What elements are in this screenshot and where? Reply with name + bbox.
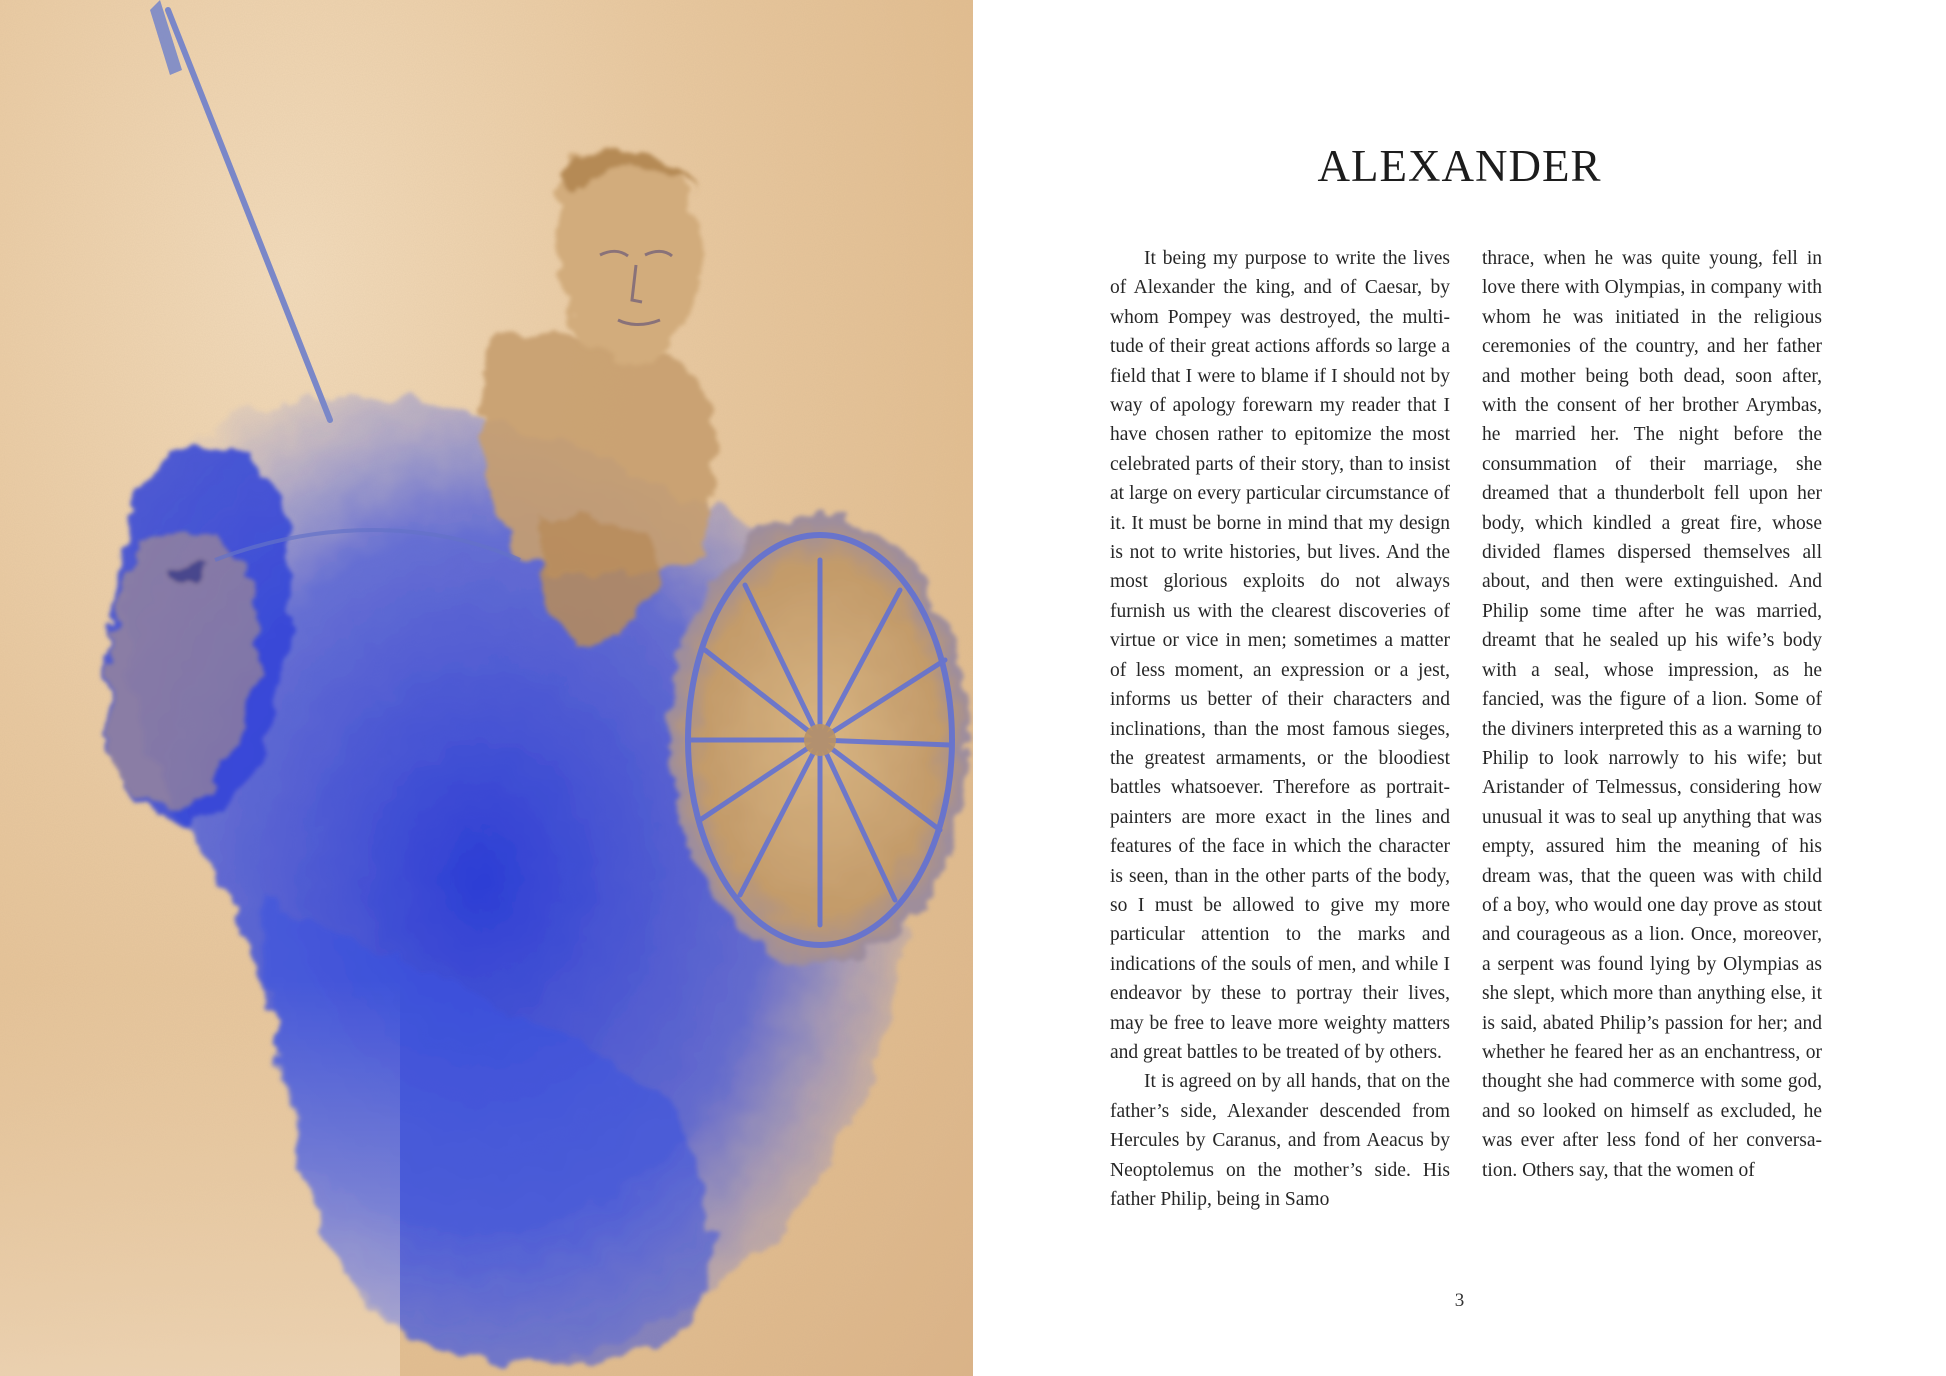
text-column-left — [1110, 244, 1450, 1214]
paragraph: thrace, when he was quite young, fell in love there with Olympias, in company with whom he was initiated in the religious ceremonies of the country, and her father and mother being both dead, soon after, with the consent of her brother Arymbas, he married her. The night before the consummation of their marriage, she dreamed that a thunderbolt fell upon her body, which kindled a great fire, whose divided flames dispersed themselves all about, and then were extinguished. And Philip some time after he was married, dreamt that he sealed up his wife’s body with a seal, whose impression, as he fancied, was the figure of a lion. Some of the diviners interpreted this as a warning to Philip to look narrowly to his wife; but Aristander of Telmessus, considering how unusual it was to seal up anything that was empty, assured him the meaning of his dream was, that the queen was with child of a boy, who would one day prove as stout and courageous as a lion. Once, moreover, a serpent was found lying by Olympias as she slept, which more than anything else, it is said, abated Philip’s passion for her; and whether he feared her as an enchantress, or thought she had commerce with some god, and so looked on himself as excluded, he was ever after less fond of her conversation. Others say, that the women of — [1482, 248, 1822, 1181]
chapter-title: ALEXANDER — [1317, 141, 1602, 191]
paragraph: It is agreed on by all hands, that on the father’s side, Alexander descended from Hercules by Caranus, and from Aeacus by Neoptolemus on the mother’s side. His father Philip, being in Samo — [1110, 1071, 1450, 1210]
paragraph: It being my purpose to write the lives of Alexander the king, and of Caesar, by whom Pompey was destroyed, the multitude of their great actions affords so large a field that I were to blame if I should not by way of apology forewarn my reader that I have chosen rather to epitomize the most celebrated parts of their story, than to insist at large on every particular circumstance of it. It must be borne in mind that my design is not to write histories, but lives. And the most glorious exploits do not always furnish us with the clearest discoveries of virtue or vice in men; sometimes a matter of less moment, an expression or a jest, informs us better of their characters and inclinations, than the most famous sieges, the greatest armaments, or the bloodiest battles whatsoever. Therefore as portrait-painters are more exact in the lines and features of the face in which the character is seen, than in the other parts of the body, so I must be allowed to give my more particular attention to the marks and indications of the souls of men, and while I endeavor by these to portray their lives, may be free to leave more weighty matters and great battles to be treated of by others. — [1110, 248, 1450, 1063]
text-page — [973, 0, 1946, 1376]
text-column-right — [1482, 244, 1822, 1185]
page-number: 3 — [1454, 1290, 1465, 1311]
